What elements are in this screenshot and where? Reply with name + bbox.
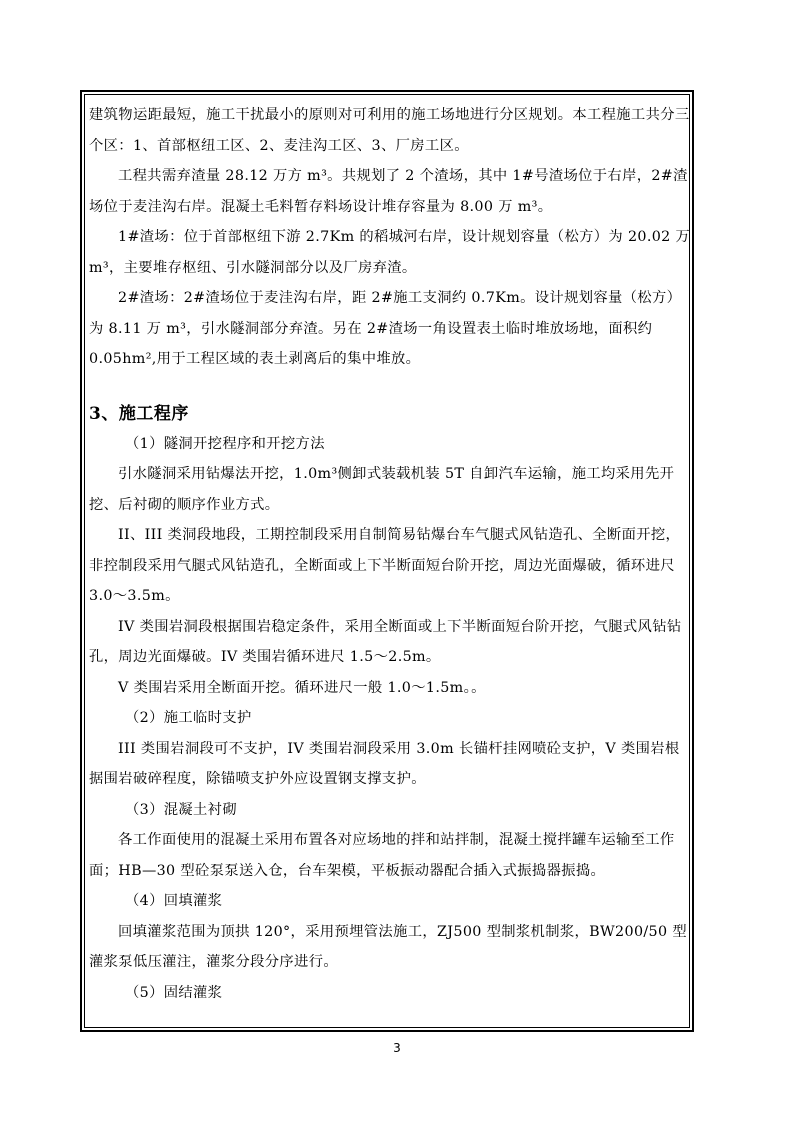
paragraph-concrete: 各工作面使用的混凝土采用布置各对应场地的拌和站拌制，混凝土搅拌罐车运输至工作面；HB—30 型砼泵泵送入仓，台车架模，平板振动器配合插入式振捣器振捣。	[89, 832, 675, 879]
paragraph-zoning: 建筑物运距最短，施工干扰最小的原则对可利用的施工场地进行分区规划。本工程施工共分三个区：1、首部枢纽工区、2、麦洼沟工区、3、厂房工区。	[89, 107, 690, 154]
subheading-temporary-support: （2）施工临时支护	[125, 710, 252, 726]
paragraph-spoil-volume: 工程共需弃渣量 28.12 万方 m³。共规划了 2 个渣场，其中 1#号渣场位于右岸，2#渣场位于麦洼沟右岸。混凝土毛料暂存料场设计堆存容量为 8.00 万 m³。	[89, 168, 688, 215]
subheading-backfill-grouting: （4）回填灌浆	[125, 893, 223, 909]
paragraph-class-2-3: II、III 类洞段地段，工期控制段采用自制简易钻爆台车气腿式风钻造孔、全断面开挖，非控制段采用气腿式风钻造孔，全断面或上下半断面短台阶开挖，周边光面爆破，循环进尺 3.0～3.5m。	[89, 527, 681, 604]
section-heading-construction-procedure: 3、施工程序	[89, 403, 189, 424]
paragraph-support: III 类围岩洞段可不支护，IV 类围岩洞段采用 3.0m 长锚杆挂网喷砼支护，V 类围岩根据围岩破碎程度，除锚喷支护外应设置钢支撑支护。	[89, 740, 680, 787]
subheading-consolidation-grouting: （5）固结灌浆	[125, 984, 223, 1001]
paragraph-spoil-site-2: 2#渣场：2#渣场位于麦洼沟右岸，距 2#施工支洞约 0.7Km。设计规划容量（松方）为 8.11 万 m³，引水隧洞部分弃渣。另在 2#渣场一角设置表土临时堆放场地，面积约 0.05hm²,用于工程区域的表土剥离后的集中堆放。	[89, 290, 682, 367]
paragraph-class-5: V 类围岩采用全断面开挖。循环进尺一般 1.0～1.5m。。	[118, 679, 486, 696]
paragraph-class-4: IV 类围岩洞段根据围岩稳定条件，采用全断面或上下半断面短台阶开挖，气腿式风钻钻孔，周边光面爆破。IV 类围岩循环进尺 1.5～2.5m。	[89, 618, 682, 665]
section-gap	[89, 375, 691, 399]
paragraph-drill-blast: 引水隧洞采用钻爆法开挖，1.0m³侧卸式装载机装 5T 自卸汽车运输，施工均采用先开挖、后衬砌的顺序作业方式。	[89, 466, 675, 513]
subheading-tunnel-excavation: （1）隧洞开挖程序和开挖方法	[125, 435, 325, 452]
document-body	[89, 100, 691, 1008]
subheading-concrete-lining: （3）混凝土衬砌	[125, 801, 237, 818]
paragraph-spoil-site-1: 1#渣场：位于首部枢纽下游 2.7Km 的稻城河右岸，设计规划容量（松方）为 20.02 万 m³，主要堆存枢纽、引水隧洞部分以及厂房弃渣。	[89, 229, 691, 276]
page-number: 3	[393, 1041, 401, 1055]
paragraph-backfill: 回填灌浆范围为顶拱 120°，采用预埋管法施工，ZJ500 型制浆机制浆，BW200/50 型灌浆泵低压灌注，灌浆分段分序进行。	[89, 923, 687, 970]
